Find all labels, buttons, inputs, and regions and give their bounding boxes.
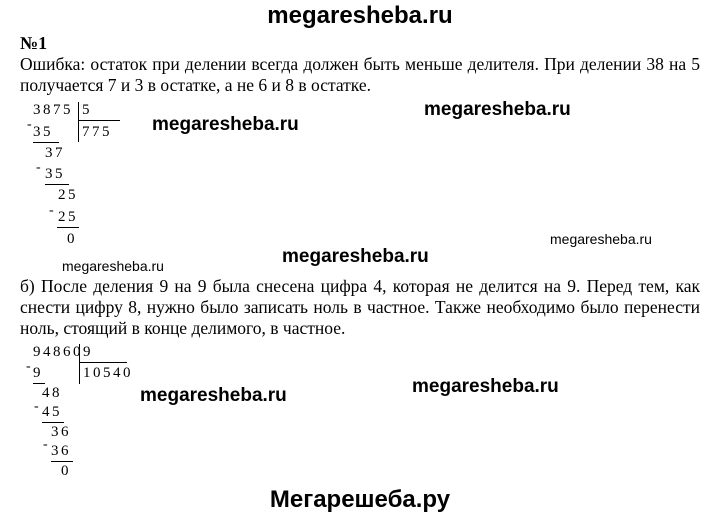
division2-divisor: 9: [83, 344, 93, 360]
division1-step-line: [33, 142, 59, 143]
division2-step-line: [42, 422, 64, 423]
task-number: №1: [20, 33, 48, 53]
watermark-lower-right: megaresheba.ru: [412, 376, 559, 397]
watermark-small-right: megaresheba.ru: [550, 231, 652, 247]
division2-step: 48: [42, 385, 62, 401]
division1-step: 37: [45, 145, 65, 161]
division1-dividend: 3875: [33, 102, 73, 118]
division2-step-line: [51, 461, 73, 462]
watermark-small-left: megaresheba.ru: [62, 258, 164, 274]
division2-step: 9: [33, 365, 43, 381]
division1-step: 25: [58, 209, 78, 225]
division1-remainder: 0: [67, 231, 77, 247]
part-b-explanation: б) После деления 9 на 9 была снесена цифра 4, которая не делится на 9. Перед тем, как снести цифру 8, нужно было записать ноль в частное. Также необходимо было перенести ноль, стоящий в конце делимого, в частное.: [20, 276, 700, 338]
division2-step: 45: [42, 404, 62, 420]
division2-step: 36: [51, 424, 71, 440]
watermark-top: megaresheba.ru: [267, 2, 453, 29]
division2-dividend: 94860: [33, 344, 83, 360]
division2-divisor-line: [79, 362, 127, 363]
division2-quotient: 10540: [83, 365, 133, 381]
division2-remainder: 0: [61, 463, 71, 479]
division1-quotient: 775: [82, 124, 112, 140]
watermark-center: megaresheba.ru: [282, 246, 429, 267]
watermark-lower-left: megaresheba.ru: [140, 385, 287, 406]
division1-step: 35: [45, 166, 65, 182]
minus-sign: -: [26, 359, 31, 374]
division2-step-line: [33, 383, 45, 384]
minus-sign: -: [34, 399, 39, 414]
division1-step: 25: [58, 187, 78, 203]
minus-sign: -: [36, 160, 41, 175]
minus-sign: -: [49, 203, 54, 218]
minus-sign: -: [43, 437, 48, 452]
division1-divisor-line: [78, 120, 120, 121]
division1-divisor: 5: [82, 102, 92, 118]
error-explanation: Ошибка: остаток при делении всегда должен быть меньше делителя. При делении 38 на 5 получается 7 и 3 в остатке, а не 6 и 8 в остатке.: [20, 54, 700, 95]
minus-sign: -: [27, 117, 32, 132]
division2-step: 36: [51, 443, 71, 459]
division1-step-line: [45, 184, 69, 185]
division2-bar: [79, 344, 80, 384]
watermark-mid1: megaresheba.ru: [152, 114, 299, 135]
watermark-footer: Мегарешеба.ру: [269, 486, 451, 513]
division1-step-line: [57, 227, 79, 228]
watermark-mid2: megaresheba.ru: [424, 99, 571, 120]
division1-bar: [78, 102, 79, 142]
division1-step: 35: [33, 124, 53, 140]
